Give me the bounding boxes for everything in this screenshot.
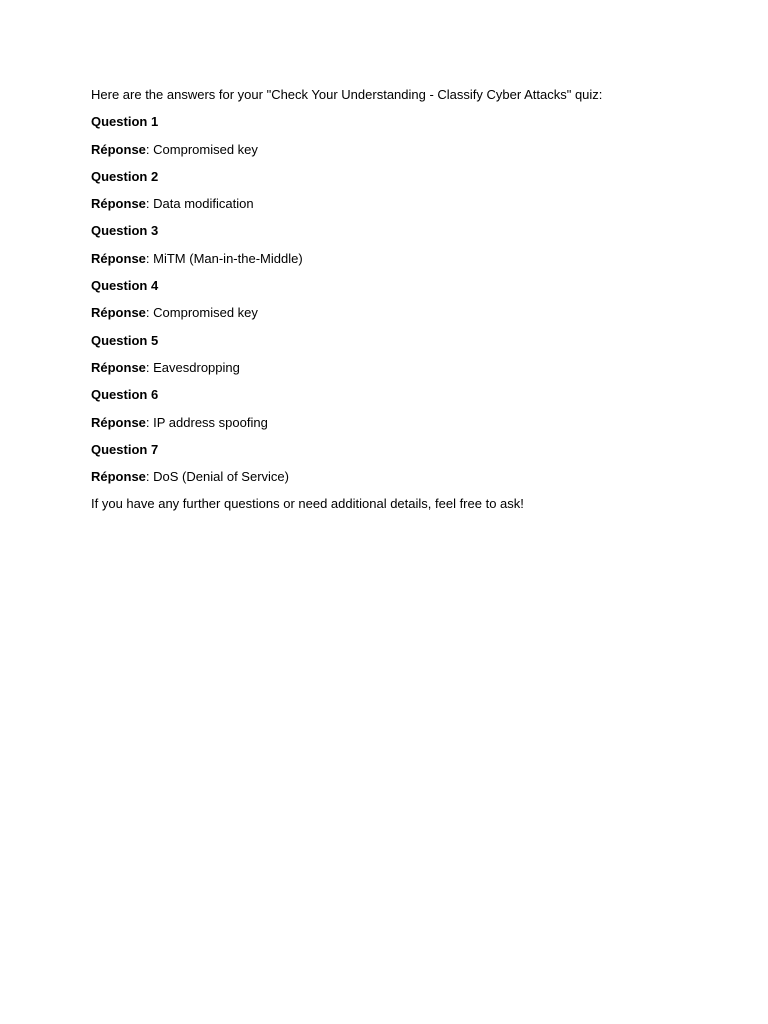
answer-line-1 [91, 140, 711, 159]
answer-line-5 [91, 358, 711, 377]
answer-label: Réponse [91, 250, 146, 266]
answer-separator: : [145, 250, 154, 266]
answer-separator: : [145, 359, 154, 375]
answer-label: Réponse [91, 305, 146, 321]
answer-text-5: Eavesdropping [153, 359, 240, 375]
question-heading-5: Question 5 [91, 332, 159, 348]
question-heading-7: Question 7 [91, 441, 159, 457]
answer-line-4 [91, 303, 711, 322]
question-heading-2: Question 2 [91, 168, 159, 184]
question-heading-6: Question 6 [91, 387, 159, 403]
answer-line-6 [91, 413, 711, 432]
answer-line-2 [91, 194, 711, 213]
answer-text-6: IP address spoofing [153, 414, 268, 430]
answer-line-3 [91, 249, 711, 268]
answer-text-3: MiTM (Man-in-the-Middle) [153, 250, 303, 266]
answer-text-4: Compromised key [153, 305, 258, 321]
answer-label: Réponse [91, 359, 146, 375]
answer-text-1: Compromised key [153, 141, 258, 157]
question-heading-3: Question 3 [91, 223, 159, 239]
closing-text: If you have any further questions or need additional details, feel free to ask! [91, 496, 524, 512]
answer-text-2: Data modification [153, 196, 254, 212]
question-heading-4: Question 4 [91, 278, 159, 294]
answer-separator: : [145, 305, 154, 321]
answer-label: Réponse [91, 469, 146, 485]
answer-label: Réponse [91, 196, 146, 212]
intro-text: Here are the answers for your "Check Your Understanding - Classify Cyber Attacks" quiz: [91, 87, 603, 102]
answer-label: Réponse [91, 414, 146, 430]
document-page [91, 85, 711, 522]
answer-separator: : [145, 469, 154, 485]
answer-label: Réponse [91, 141, 146, 157]
answer-text-7: DoS (Denial of Service) [153, 469, 289, 485]
answer-separator: : [145, 196, 154, 212]
answer-separator: : [145, 414, 154, 430]
answer-separator: : [145, 141, 154, 157]
question-heading-1: Question 1 [91, 114, 159, 130]
answer-line-7 [91, 467, 711, 486]
